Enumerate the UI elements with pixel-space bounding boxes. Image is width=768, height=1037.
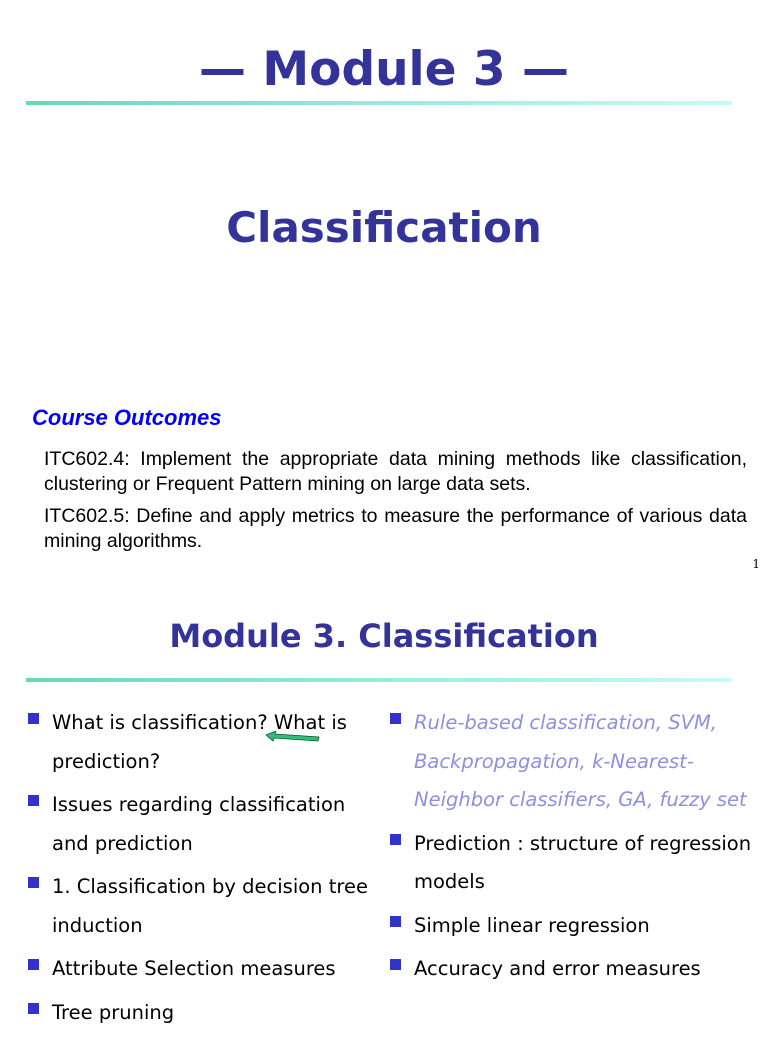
- square-bullet-icon: [390, 713, 401, 724]
- page-number: 1: [752, 557, 760, 571]
- list-item: [28, 786, 373, 863]
- list-item: [390, 704, 755, 820]
- list-item: [390, 907, 755, 946]
- square-bullet-icon: [390, 834, 401, 845]
- list-item: [390, 950, 755, 989]
- square-bullet-icon: [28, 877, 39, 888]
- list-item: [390, 825, 755, 902]
- course-outcome-1: ITC602.4: Implement the appropriate data mining methods like classification, clustering or Frequent Pattern mining on large data sets.: [44, 448, 747, 495]
- square-bullet-icon: [28, 713, 39, 724]
- right-topic-list: [390, 704, 755, 994]
- square-bullet-icon: [390, 959, 401, 970]
- square-bullet-icon: [28, 1003, 39, 1014]
- square-bullet-icon: [28, 795, 39, 806]
- square-bullet-icon: [390, 916, 401, 927]
- list-item-text: 1. Classification by decision tree induction: [52, 875, 368, 937]
- course-outcome-2: ITC602.5: Define and apply metrics to measure the performance of various data mining algorithms.: [44, 505, 747, 552]
- left-topic-list: [28, 704, 373, 1037]
- slide-title: — Module 3 —: [199, 42, 569, 97]
- list-item: [28, 868, 373, 945]
- title-divider: [26, 678, 732, 682]
- list-item-text: What is classification? What is prediction?: [52, 711, 347, 773]
- list-item-text: Accuracy and error measures: [414, 957, 701, 980]
- course-outcomes-heading: Course Outcomes: [32, 405, 222, 430]
- title-divider: [26, 101, 732, 105]
- list-item-text: Tree pruning: [52, 1000, 175, 1024]
- list-item-text: Issues regarding classification and prediction: [52, 793, 346, 855]
- slide-subtitle: Classification: [226, 203, 542, 252]
- slide-2: [0, 578, 768, 1024]
- list-item-text: Simple linear regression: [414, 913, 650, 937]
- list-item: [28, 994, 373, 1033]
- list-item-text: Attribute Selection measures: [52, 957, 336, 980]
- list-item: [28, 950, 373, 989]
- list-item-text: Rule-based classification, SVM, Backpropagation, k-Nearest-Neighbor classifiers, GA, fuzzy set: [414, 711, 747, 811]
- square-bullet-icon: [28, 959, 39, 970]
- slide-title: Module 3. Classification: [169, 617, 599, 655]
- list-item-text: Prediction : structure of regression models: [414, 831, 752, 893]
- left-arrow-icon: [264, 731, 322, 745]
